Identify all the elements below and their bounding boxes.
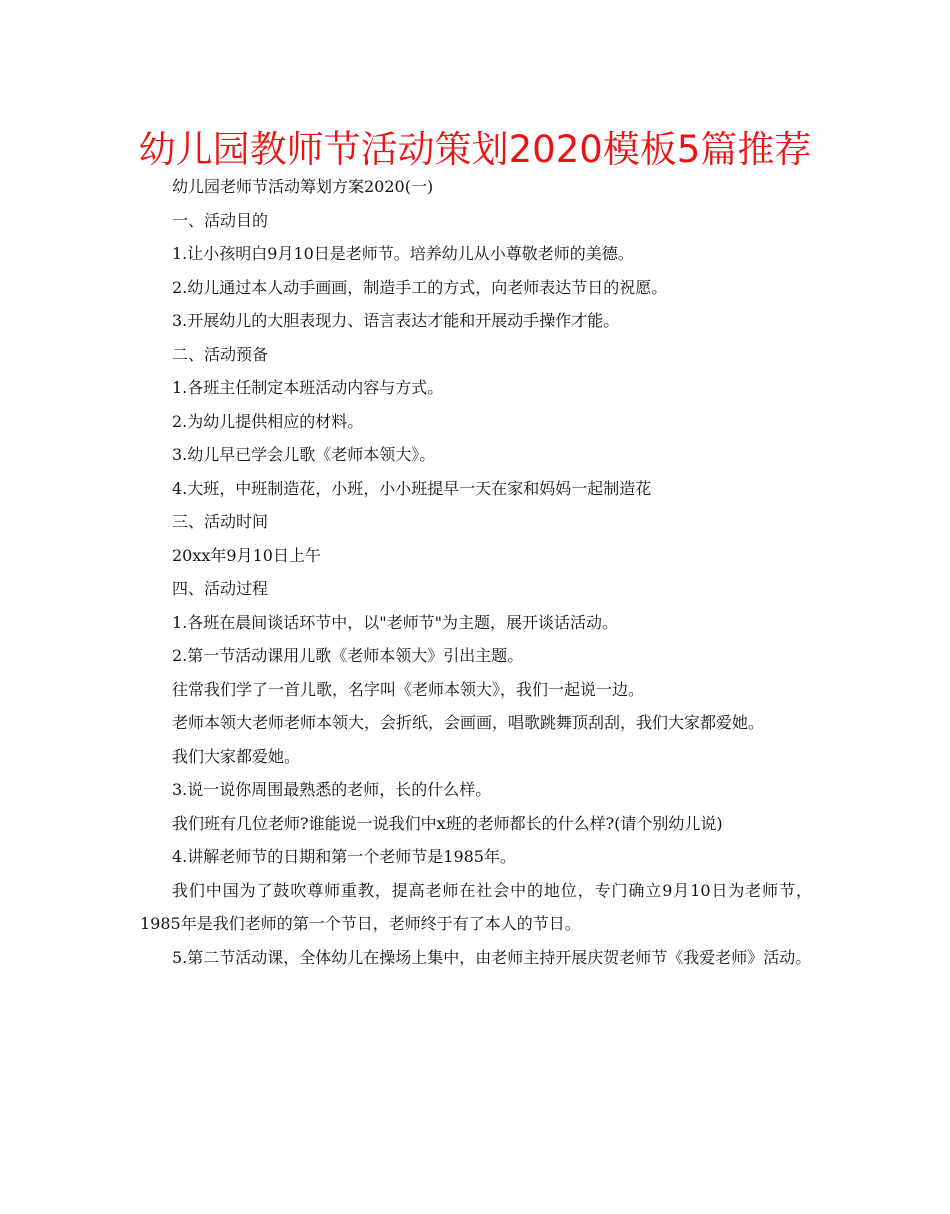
section-heading: 二、活动预备 (172, 344, 269, 364)
paragraph: 我们班有几位老师?谁能说一说我们中x班的老师都长的什么样?(请个别幼儿说) (172, 813, 723, 833)
paragraph: 3.说一说你周围最熟悉的老师，长的什么样。 (172, 780, 492, 799)
paragraph: 3.开展幼儿的大胆表现力、语言表达才能和开展动手操作才能。 (172, 311, 620, 330)
paragraph: 1.各班主任制定本班活动内容与方式。 (172, 378, 444, 397)
section-heading: 一、活动目的 (172, 210, 269, 230)
paragraph: 老师本领大老师老师本领大，会折纸，会画画，唱歌跳舞顶刮刮，我们大家都爱她。 (172, 713, 765, 732)
paragraph: 2.第一节活动课用儿歌《老师本领大》引出主题。 (172, 646, 524, 665)
document-body (140, 170, 812, 974)
section-heading: 三、活动时间 (172, 512, 269, 531)
paragraph: 1.各班在晨间谈话环节中，以"老师节"为主题，展开谈话活动。 (172, 612, 618, 632)
paragraph: 我们中国为了鼓吹尊师重教，提高老师在社会中的地位，专门确立9月10日为老师节，1985年是我们老师的第一个节日，老师终于有了本人的节日。 (140, 880, 812, 933)
paragraph: 20xx年9月10日上午 (172, 545, 321, 565)
paragraph: 1.让小孩明白9月10日是老师节。培养幼儿从小尊敬老师的美德。 (172, 244, 634, 263)
paragraph: 4.讲解老师节的日期和第一个老师节是1985年。 (172, 847, 516, 866)
paragraph: 2.为幼儿提供相应的材料。 (172, 411, 364, 431)
paragraph: 往常我们学了一首儿歌，名字叫《老师本领大》，我们一起说一边。 (172, 679, 645, 699)
paragraph: 4.大班，中班制造花，小班，小小班提早一天在家和妈妈一起制造花 (172, 478, 652, 498)
document-title: 幼儿园教师节活动策划2020模板5篇推荐 (138, 128, 812, 171)
paragraph: 3.幼儿早已学会儿歌《老师本领大》。 (172, 445, 436, 464)
paragraph: 幼儿园老师节活动筹划方案2020(一) (172, 177, 434, 196)
section-heading: 四、活动过程 (172, 579, 269, 598)
paragraph: 我们大家都爱她。 (172, 746, 301, 766)
paragraph: 2.幼儿通过本人动手画画，制造手工的方式，向老师表达节日的祝愿。 (172, 277, 668, 297)
paragraph: 5.第二节活动课，全体幼儿在操场上集中，由老师主持开展庆贺老师节《我爱老师》活动。 (172, 947, 812, 967)
